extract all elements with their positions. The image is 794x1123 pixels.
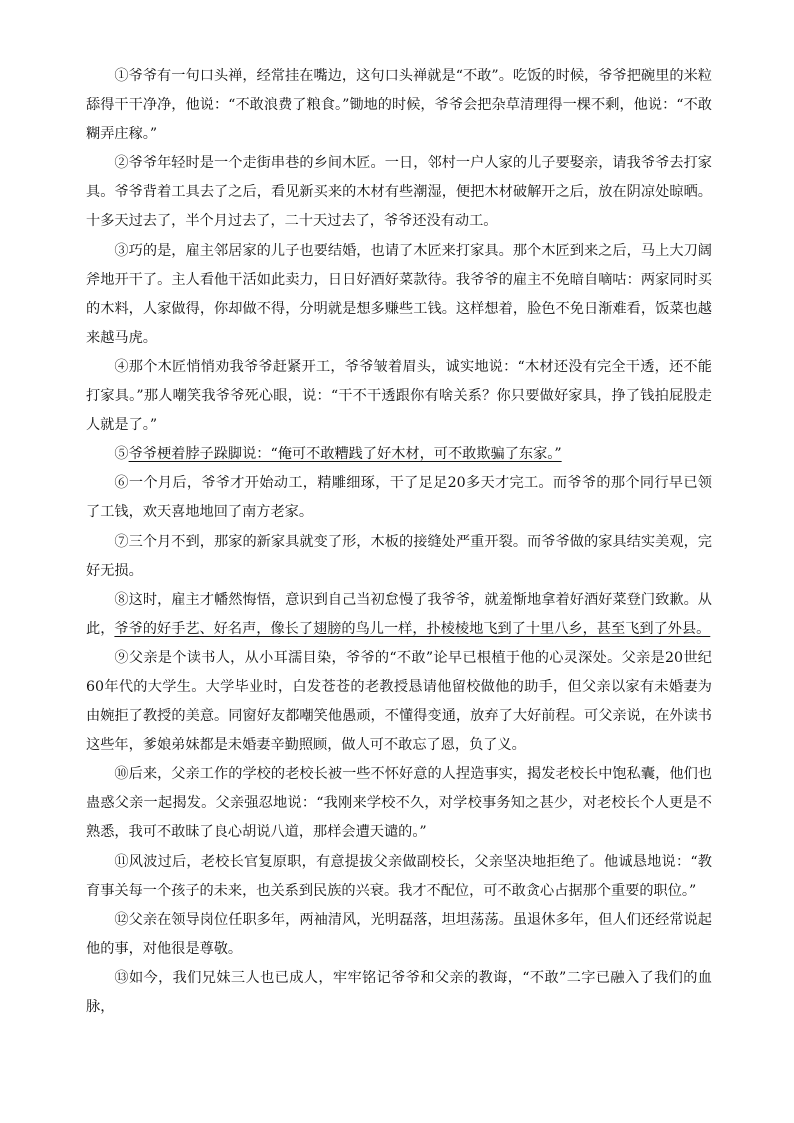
paragraph-text: ⑥一个月后，爷爷才开始动工，精雕细琢，干了足足20多天才完工。而爷爷的那个同行早已领了工钱，欢天喜地地回了南方老家。 <box>86 475 712 521</box>
paragraph-text: ⑦三个月不到，那家的新家具就变了形，木板的接缝处严重开裂。而爷爷做的家具结实美观，完好无损。 <box>86 533 712 579</box>
paragraph-3 <box>86 237 712 353</box>
paragraph-text: ④那个木匠悄悄劝我爷爷赶紧开工，爷爷皱着眉头，诚实地说：“木材还没有完全干透，还不能打家具。”那人嘲笑我爷爷死心眼，说：“干不干透跟你有啥关系？你只要做好家具，挣了钱拍屁股走人就是了。” <box>86 358 712 434</box>
paragraph-text: ⑩后来，父亲工作的学校的老校长被一些不怀好意的人捏造事实，揭发老校长中饱私囊，他们也蛊惑父亲一起揭发。父亲强忍地说：“我刚来学校不久，对学校事务知之甚少，对老校长个人更是不熟悉，我可不敢昧了良心胡说八道，那样会遭天谴的。” <box>86 766 712 841</box>
paragraph-text: ②爷爷年轻时是一个走街串巷的乡间木匠。一日，邻村一户人家的儿子要娶亲，请我爷爷去打家具。爷爷背着工具去了之后，看见新买来的木材有些潮湿，便把木材破解开之后，放在阴凉处晾晒。十多天过去了，半个月过去了，二十天过去了，爷爷还没有动工。 <box>86 155 712 230</box>
paragraph-13 <box>86 964 712 1022</box>
paragraph-number: ⑤ <box>114 446 129 463</box>
underlined-sentence: 爷爷梗着脖子跺脚说：“俺可不敢糟践了好木材，可不敢欺骗了东家。” <box>128 446 562 463</box>
paragraph-7 <box>86 528 712 586</box>
paragraph-text: ①爷爷有一句口头禅，经常挂在嘴边，这句口头禅就是“不敢”。吃饭的时候，爷爷把碗里的米粒舔得干干净净，他说：“不敢浪费了粮食。”锄地的时候，爷爷会把杂草清理得一棵不剩，他说：“不敢糊弄庄稼。” <box>86 68 712 143</box>
paragraph-9 <box>86 644 712 760</box>
paragraph-1 <box>86 62 712 149</box>
paragraph-text: ⑪风波过后，老校长官复原职，有意提拔父亲做副校长，父亲坚决地拒绝了。他诚恳地说：“教育事关每一个孩子的未来，也关系到民族的兴衰。我才不配位，可不敢贪心占据那个重要的职位。” <box>86 853 712 899</box>
paragraph-6 <box>86 469 712 527</box>
paragraph-text: ⑧这时，雇主才幡然悔悟，意识到自己当初怠慢了我爷爷，就羞惭地拿着好酒好菜登门致歉。从此， <box>86 591 712 637</box>
paragraph-11 <box>86 848 712 906</box>
paragraph-text: ⑬如今，我们兄妹三人也已成人，牢牢铭记爷爷和父亲的教诲，“不敢”二字已融入了我们的血脉， <box>86 969 712 1015</box>
paragraph-text: ⑫父亲在领导岗位任职多年，两袖清风，光明磊落，坦坦荡荡。虽退休多年，但人们还经常说起他的事，对他很是尊敬。 <box>86 911 712 957</box>
paragraph-5 <box>86 440 712 469</box>
paragraph-12 <box>86 906 712 964</box>
paragraph-2 <box>86 149 712 236</box>
paragraph-8 <box>86 586 712 644</box>
document-page <box>86 62 712 1022</box>
paragraph-4 <box>86 353 712 440</box>
underlined-sentence: 爷爷的好手艺、好名声，像长了翅膀的鸟儿一样，扑棱棱地飞到了十里八乡，甚至飞到了外县。 <box>114 620 711 637</box>
paragraph-10 <box>86 760 712 847</box>
paragraph-text: ⑨父亲是个读书人，从小耳濡目染，爷爷的“不敢”论早已根植于他的心灵深处。父亲是20世纪60年代的大学生。大学毕业时，白发苍苍的老教授恳请他留校做他的助手，但父亲以家有未婚妻为由婉拒了教授的美意。同窗好友都嘲笑他愚顽，不懂得变通，放弃了大好前程。可父亲说，在外读书这些年，爹娘弟妹都是未婚妻辛勤照顾，做人可不敢忘了恩，负了义。 <box>86 649 712 754</box>
paragraph-text: ③巧的是，雇主邻居家的儿子也要结婚，也请了木匠来打家具。那个木匠到来之后，马上大刀阔斧地开干了。主人看他干活如此卖力，日日好酒好菜款待。我爷爷的雇主不免暗自嘀咕：两家同时买的木料，人家做得，你却做不得，分明就是想多赚些工钱。这样想着，脸色不免日渐难看，饭菜也越来越马虎。 <box>86 242 712 346</box>
